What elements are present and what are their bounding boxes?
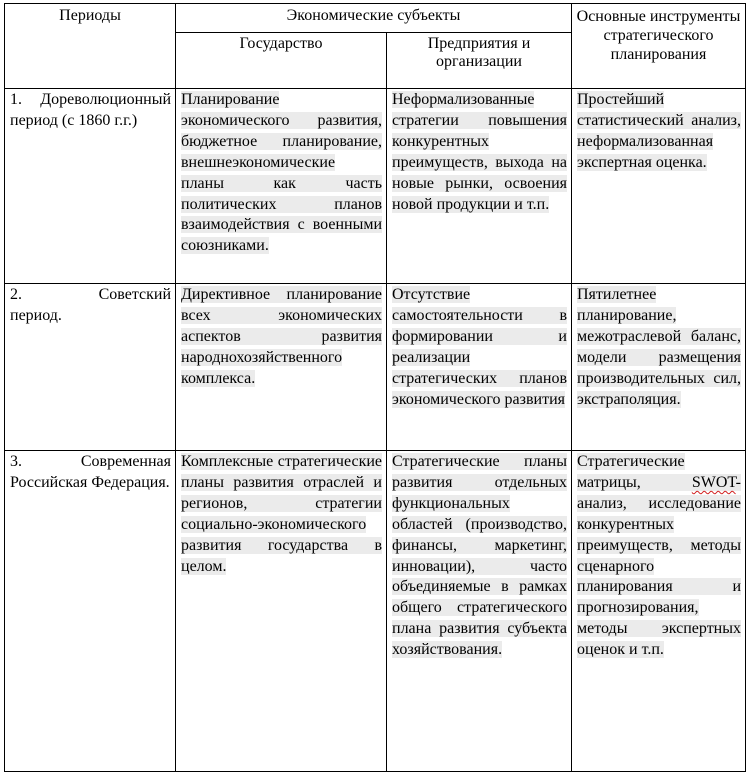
- tools-text: Пятилетнее планирование, межотраслевой баланс, модели размещения производительных сил, экстраполяция.: [577, 286, 741, 408]
- header-tools: [572, 4, 746, 89]
- tools-text-before: Стратегические матрицы,: [577, 453, 685, 491]
- header-periods: [5, 4, 176, 89]
- header-row-1: [5, 4, 746, 33]
- enterprises-text: Стратегические планы развития отдельных функциональных областей (производство, финансы, маркетинг, инновации), часто объединяемые в рамках общего стратегического плана развития субъекта хозяйствования.: [392, 453, 567, 659]
- enterprises-text: Отсутствие самостоятельности в формировании и реализации стратегических планов экономического развития: [392, 286, 567, 408]
- table-row: [5, 451, 746, 772]
- tools-text-after: -анализ, исследование конкурентных преимуществ, методы сценарного планирования и прогнозирования, методы экспертных оценок и т.п.: [577, 473, 741, 659]
- header-periods-label: Периоды: [59, 7, 121, 24]
- header-economic-subjects-label: Экономические субъекты: [286, 7, 461, 24]
- table-row: [5, 89, 746, 284]
- tools-text: Простейший статистический анализ, неформализованная экспертная оценка.: [577, 91, 741, 171]
- period-cell: [5, 284, 176, 451]
- state-cell: [176, 89, 387, 284]
- tools-text: [577, 453, 741, 658]
- enterprises-cell: [387, 451, 572, 772]
- state-text: Комплексные стратегические планы развития отраслей и регионов, стратегии социально-экономического развития государства в целом.: [181, 453, 382, 575]
- tools-cell: [572, 284, 746, 451]
- period-text: 1. Дореволюционный период (с 1860 г.г.): [10, 91, 171, 129]
- swot-term: SWOT: [691, 473, 736, 491]
- enterprises-cell: [387, 284, 572, 451]
- tools-cell: [572, 89, 746, 284]
- header-state: [176, 33, 387, 89]
- tools-cell: [572, 451, 746, 772]
- table-row: [5, 284, 746, 451]
- period-text: 2. Советский период.: [10, 286, 171, 324]
- period-cell: [5, 89, 176, 284]
- header-enterprises: [387, 33, 572, 89]
- enterprises-cell: [387, 89, 572, 284]
- strategic-planning-table: [4, 3, 746, 772]
- period-cell: [5, 451, 176, 772]
- state-text: Планирование экономического развития, бюджетное планирование, внешнеэкономические планы как часть политических планов взаимодействия с военными союзниками.: [181, 91, 382, 255]
- header-state-label: Государство: [239, 35, 323, 52]
- period-text: 3. Современная Российская Федерация.: [10, 453, 171, 491]
- state-cell: [176, 284, 387, 451]
- state-text: Директивное планирование всех экономических аспектов развития народнохозяйственного комплекса.: [181, 286, 382, 387]
- state-cell: [176, 451, 387, 772]
- header-economic-subjects: [176, 4, 572, 33]
- header-tools-label: Основные инструменты стратегического планирования: [576, 8, 741, 63]
- enterprises-text: Неформализованные стратегии повышения конкурентных преимуществ, выхода на новые рынки, освоения новой продукции и т.п.: [392, 91, 567, 213]
- header-enterprises-label: Предприятия и организации: [427, 35, 531, 70]
